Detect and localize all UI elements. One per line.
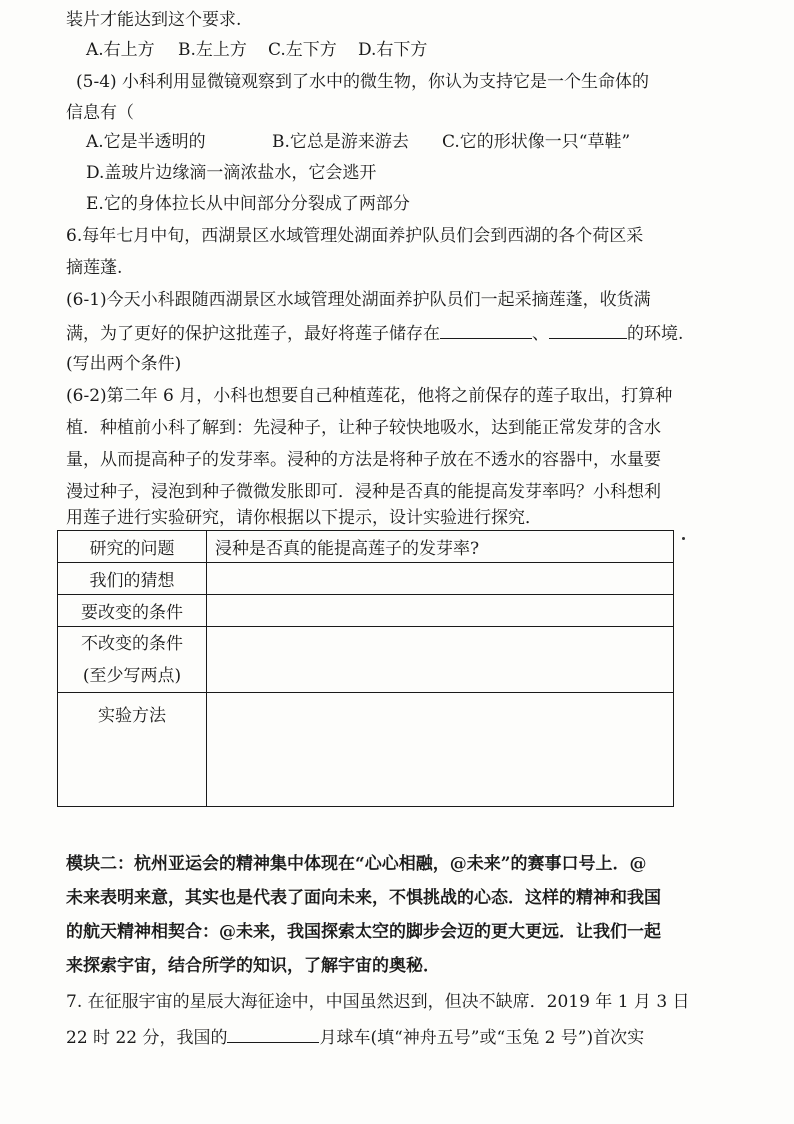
row-label: 要改变的条件 (58, 595, 207, 627)
question-6-1: 满，为了更好的保护这批莲子，最好将莲子储存在 、 的环境. (66, 320, 683, 346)
option-row (86, 38, 428, 62)
option-e: E.它的身体拉长从中间部分分裂成了两部分 (86, 194, 410, 214)
answer-blank[interactable] (227, 1024, 319, 1043)
module-2-text: 来探索宇宙，结合所学的知识，了解宇宙的奥秘． (66, 956, 440, 976)
option-a: A.它是半透明的 (86, 132, 206, 152)
option-c: C.左下方 (268, 40, 337, 60)
module-2-text: 未来表明来意，其实也是代表了面向未来，不惧挑战的心态．这样的精神和我国 (66, 888, 661, 908)
stray-dot (682, 537, 685, 540)
row-label: 我们的猜想 (58, 563, 207, 595)
row-label: 研究的问题 (58, 531, 207, 563)
question-6-2: 植．种植前小科了解到：先浸种子，让种子较快地吸水，达到能正常发芽的含水 (66, 418, 661, 438)
answer-cell[interactable] (207, 563, 674, 595)
option-a: A.右上方 (86, 40, 155, 60)
question-6-1: (写出两个条件) (66, 354, 182, 374)
answer-blank[interactable] (549, 320, 627, 339)
module-2-text: 的航天精神相契合：@未来，我国探索太空的脚步会迈的更大更远．让我们一起 (66, 922, 661, 942)
answer-cell[interactable] (207, 627, 674, 693)
table-row (58, 563, 674, 595)
question-stem: 信息有（ (66, 103, 134, 123)
experiment-table (57, 530, 674, 807)
row-label: 实验方法 (58, 693, 207, 807)
question-6: 摘莲蓬. (66, 258, 123, 278)
option-d: D.盖玻片边缘滴一滴浓盐水，它会逃开 (86, 163, 377, 183)
option-d: D.右下方 (358, 40, 428, 60)
question-7: 22 时 22 分，我国的 月球车(填“神舟五号”或“玉兔 2 号”)首次实 (66, 1024, 644, 1050)
table-row (58, 627, 674, 693)
question-6: 6.每年七月中旬，西湖景区水域管理处湖面养护队员们会到西湖的各个荷区采 (66, 226, 644, 246)
row-value: 浸种是否真的能提高莲子的发芽率? (207, 531, 674, 563)
question-6-1: (6-1)今天小科跟随西湖景区水域管理处湖面养护队员们一起采摘莲蓬，收货满 (66, 290, 651, 310)
question-6-2: 量，从而提高种子的发芽率。浸种的方法是将种子放在不透水的容器中，水量要 (66, 450, 661, 470)
question-6-2: (6-2)第二年 6 月，小科也想要自己种植莲花，他将之前保存的莲子取出，打算种 (66, 386, 673, 406)
option-b: B.左上方 (178, 40, 247, 60)
answer-blank[interactable] (440, 320, 532, 339)
option-c: C.它的形状像一只“草鞋” (442, 132, 631, 152)
answer-cell[interactable] (207, 693, 674, 807)
question-6-2: 用莲子进行实验研究，请你根据以下提示，设计实验进行探究． (66, 508, 542, 528)
module-2-text: 模块二：杭州亚运会的精神集中体现在“心心相融，@未来”的赛事口号上．@ (66, 854, 647, 874)
question-7: 7. 在征服宇宙的星辰大海征途中，中国虽然迟到，但决不缺席．2019 年 1 月 3 日 (66, 992, 690, 1012)
table-row (58, 595, 674, 627)
question-6-2: 漫过种子，浸泡到种子微微发胀即可．浸种是否真的能提高发芽率吗？小科想利 (66, 482, 661, 502)
table-row (58, 531, 674, 563)
table-row (58, 693, 674, 807)
row-label: 不改变的条件 (至少写两点) (58, 627, 207, 693)
text-line: 装片才能达到这个要求. (66, 10, 242, 30)
answer-cell[interactable] (207, 595, 674, 627)
option-b: B.它总是游来游去 (272, 132, 409, 152)
question-stem: (5-4) 小科利用显微镜观察到了水中的微生物，你认为支持它是一个生命体的 (76, 72, 650, 92)
